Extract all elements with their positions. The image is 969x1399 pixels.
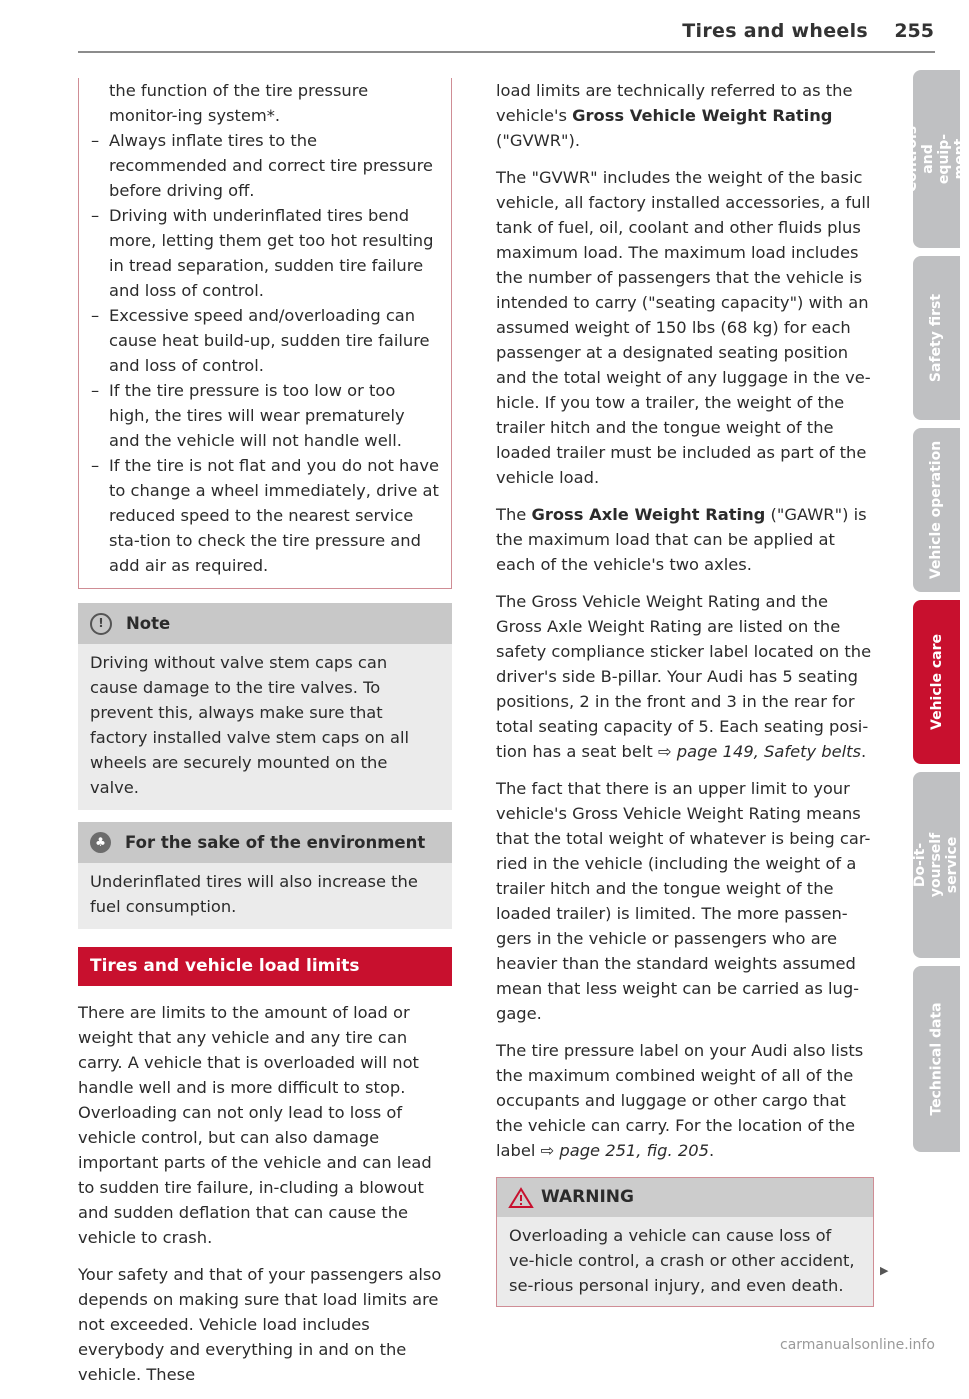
term-gawr: Gross Axle Weight Rating [531,505,766,524]
paragraph [496,589,874,764]
warning-triangle-icon [509,1188,533,1208]
cross-reference-link[interactable]: ⇨ page 149, Safety belts [657,742,862,761]
environment-icon: ♣ [90,832,111,853]
tab-label: Technical data [928,1002,945,1116]
list-item: – Excessive speed and/overloading can cause heat build-up, sudden tire failure and loss of control. [91,303,439,378]
tab-do-it-yourself-service[interactable] [913,772,960,958]
list-item: – Always inflate tires to the recommended and correct tire pressure before driving off. [91,128,439,203]
note-box [78,603,452,810]
paragraph: Your safety and that of your passengers also depends on making sure that load limits are not exceeded. Vehicle load includes everybody and everything in and on the vehicle. These [78,1265,442,1384]
paragraph: The fact that there is an upper limit to your vehicle's Gross Vehicle Weight Rating means that the total weight of whatever is being car-ried in the vehicle (including the weight of a trailer hitch and the tongue weight of the loaded trailer) is limited. The more passen-gers in the vehicle or passengers who are heavier than the standard weights assumed mean that less weight can be carried as lug-gage. [496,779,871,1023]
list-item: – Driving with underinflated tires bend more, letting them get too hot resulting in tread separation, sudden tire failure and loss of control. [91,203,439,303]
tab-label: Safety first [928,293,945,383]
warning-continued [78,78,452,589]
tab-label: Vehicle care [928,634,945,730]
tab-technical-data[interactable] [913,966,960,1152]
note-body: Driving without valve stem caps can cause damage to the tire valves. To prevent this, always make sure that factory installed valve stem caps on all wheels are securely mounted on the valve. [90,653,410,797]
paragraph [496,1038,874,1163]
tab-vehicle-care[interactable] [913,600,960,764]
warning-body: Overloading a vehicle can cause loss of ve-hicle control, a crash or other accident, se-rious personal injury, and even death. [497,1217,873,1306]
environment-header [78,822,452,863]
running-header: Tires and wheels [682,20,868,42]
text-run: . [861,742,867,761]
warning-box [496,1177,874,1307]
note-header [78,603,452,644]
tab-vehicle-operation[interactable] [913,428,960,592]
tab-label: Vehicle operation [928,440,945,580]
right-column [496,78,874,1307]
text-run: ("GVWR"). [496,131,581,150]
list-item: – If the tire is not flat and you do not have to change a wheel immediately, drive at reduced speed to the nearest service sta-tion to check the tire pressure and add air as required. [91,453,439,578]
paragraph [496,78,874,153]
header-rule [78,51,935,53]
warning-title: WARNING [541,1187,634,1207]
section-title: Tires and vehicle load limits [78,947,452,986]
page-number: 255 [894,20,934,42]
text-run: . [708,1141,715,1160]
info-circle-icon: ! [90,613,112,635]
text-run: The [496,505,532,524]
watermark: carmanualsonline.info [780,1337,935,1353]
text-run: The tire pressure label on your Audi also lists the maximum combined weight of all of the occupants and luggage or other cargo that the vehicle can carry. For the location of the label [496,1041,864,1160]
paragraph: There are limits to the amount of load or weight that any vehicle and any tire can carry. A vehicle that is overloaded will not handle well and is more difficult to stop. Overloading can not only lead to loss of vehicle control, but can also damage important parts of the vehicle and can lead to sudden tire failure, in-cluding a blowout and sudden deflation that can cause the vehicle to crash. [78,1003,432,1247]
term-gvwr: Gross Vehicle Weight Rating [572,106,833,125]
tab-label: Do-it-yourself service [912,832,961,898]
paragraph [496,502,874,577]
note-title: Note [126,614,171,633]
warning-list [91,128,439,578]
cross-reference-link[interactable]: ⇨ page 251, fig. 205 [540,1141,709,1160]
list-item: – If the tire pressure is too low or too high, the tires will wear prematurely and the vehicle will not handle well. [91,378,439,453]
continue-arrow-icon: ▶ [880,1264,889,1277]
tab-safety-first[interactable] [913,256,960,420]
warning-header [497,1178,873,1217]
environment-box [78,822,452,929]
text-run: load limits are technically referred to as the vehicle's [496,81,853,125]
left-column [78,78,452,1399]
tab-label: Controls and equip-ment [904,125,969,193]
text-run: ("GAWR") is the maximum load that can be applied at each of the vehicle's two axles. [496,505,867,574]
environment-title: For the sake of the environment [125,833,426,852]
paragraph: The "GVWR" includes the weight of the basic vehicle, all factory installed accessories, a full tank of fuel, oil, coolant and other fluids plus maximum load. The maximum load includes the number of passengers that the vehicle is intended to carry ("seating capacity") with an assumed weight of 150 lbs (68 kg) for each passenger at a designated seating position and the total weight of any luggage in the ve-hicle. If you tow a trailer, the weight of the trailer hitch and the tongue weight of the loaded trailer must be included as part of the vehicle load. [496,168,871,487]
text-run: The Gross Vehicle Weight Rating and the Gross Axle Weight Rating are listed on the safety compliance sticker label located on the driver's side B-pillar. Your Audi has 5 seating positions, 2 in the front and 3 in the rear for total seating capacity of 5. Each seating posi-tion has a seat belt [496,592,872,761]
environment-body: Underinflated tires will also increase the fuel consumption. [90,872,418,916]
tab-controls-and-equipment[interactable] [904,70,969,248]
warning-first-line: the function of the tire pressure monitor-ing system*. [109,81,369,125]
